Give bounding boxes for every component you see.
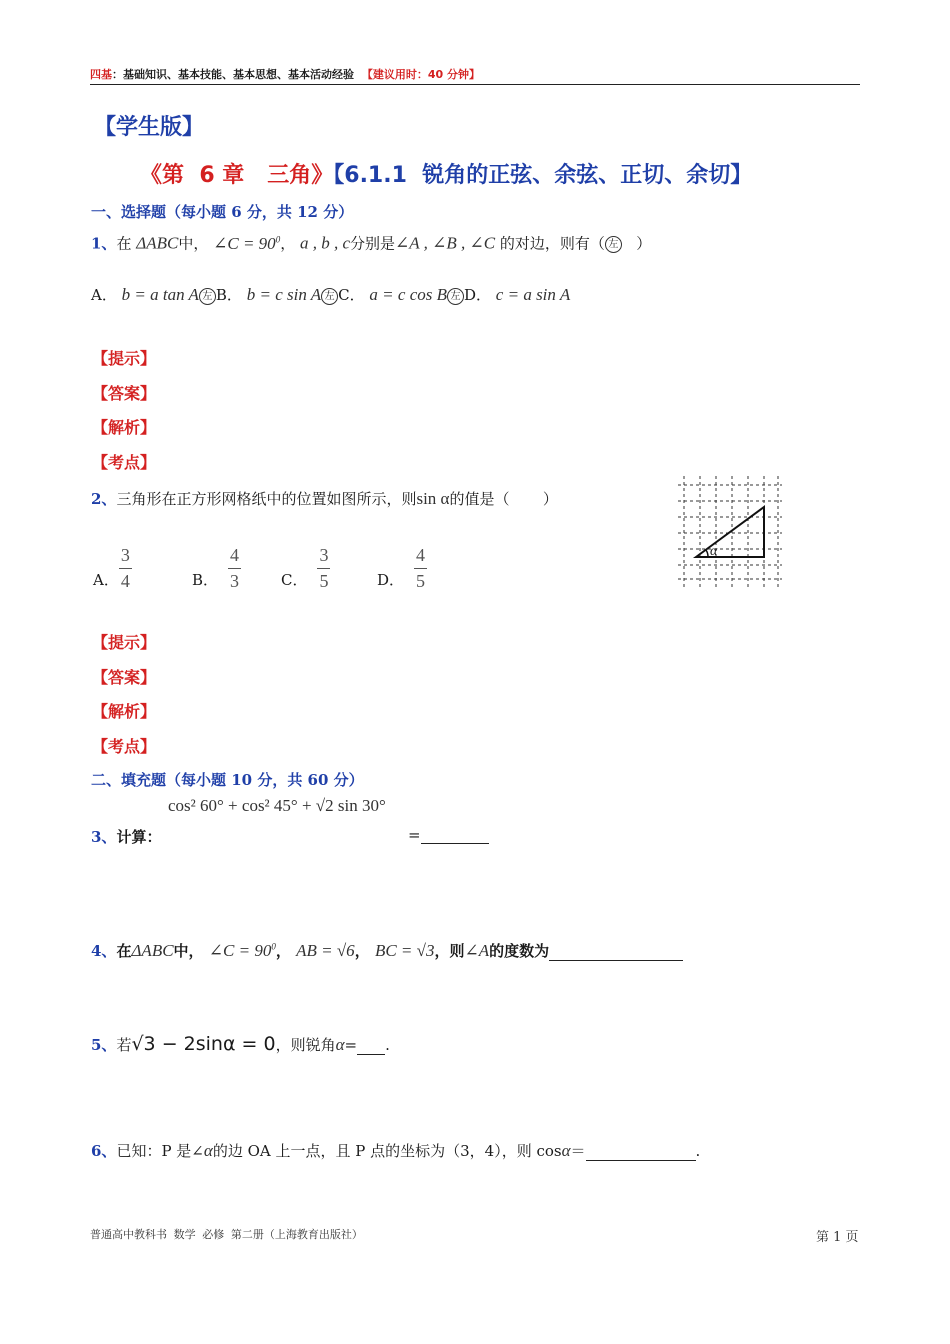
q1-option-c[interactable] — [338, 286, 464, 304]
chapter-title — [140, 158, 752, 189]
q1-math-angle-sup: 0 — [275, 234, 281, 244]
question-1 — [91, 228, 651, 255]
footer-left: 普通高中教科书 数学 必修 第二册（上海教育出版社） — [90, 1228, 363, 1241]
q1-option-b-math: b = c sin A — [246, 285, 322, 304]
header-suggest: 【建议用时：40 分钟】 — [361, 68, 480, 81]
header-text: ：基础知识、基本技能、基本思想、基本活动经验 — [112, 68, 354, 81]
header-rule — [90, 84, 860, 85]
chapter-title-blue: 【6.1.1 锐角的正弦、余弦、正切、余切】 — [333, 163, 753, 188]
chapter-title-red: 《第 6 章 三角》 — [140, 163, 334, 188]
page-header — [90, 66, 480, 82]
q1-text-5: 的对边，则有（ — [499, 234, 605, 253]
q2-option-a-num: 3 — [120, 545, 130, 565]
q4-math-angle-a: ∠A — [464, 941, 490, 960]
q2-option-c[interactable] — [281, 545, 330, 592]
q5-answer-blank[interactable] — [357, 1038, 385, 1055]
q2-option-b-fraction — [228, 545, 241, 592]
q2-option-d-fraction — [414, 545, 427, 592]
question-3 — [91, 826, 161, 847]
q1-option-a-mark: 左 — [199, 288, 216, 305]
q4-text-3: ， — [275, 942, 291, 960]
section-2-heading: 二、填充题（每小题 10 分，共 60 分） — [91, 771, 364, 789]
q2-option-b-den: 3 — [230, 571, 240, 591]
q5-expression: √3 − 2sinα = 0 — [131, 1033, 276, 1055]
q1-math-sides: a , b , c — [299, 233, 351, 253]
q1-math-triangle: ΔABC — [136, 233, 179, 253]
q1-option-b-label: B． — [215, 286, 242, 304]
q1-math-angle-text: ∠C = 90 — [213, 233, 276, 253]
q4-math-ab: AB = √6 — [296, 941, 355, 960]
q4-math-angle — [209, 941, 276, 960]
q2-option-b-num: 4 — [230, 545, 240, 565]
q2-option-b-label: B． — [192, 571, 219, 589]
q1-topic-tag: 【考点】 — [92, 453, 157, 472]
q1-options — [91, 284, 570, 305]
q6-math-alpha-1: α — [203, 1141, 213, 1160]
q6-equals: ＝ — [570, 1142, 586, 1160]
q5-math-alpha: α — [335, 1035, 345, 1054]
q2-option-c-label: C． — [281, 571, 308, 589]
q1-circle-mark: 左 — [605, 236, 622, 253]
q4-text-2: 中， — [173, 942, 204, 960]
q2-text-1: 三角形在正方形网格纸中的位置如图所示，则 — [116, 490, 417, 508]
q4-text-1: 在 — [116, 942, 132, 960]
q1-math-angle — [213, 234, 280, 253]
question-5 — [91, 1033, 390, 1055]
q1-option-d[interactable] — [464, 286, 570, 304]
q1-option-c-label: C． — [338, 286, 365, 304]
q1-hint-tag: 【提示】 — [92, 349, 157, 368]
q2-math-sin: sin α — [416, 489, 450, 508]
q6-answer-blank[interactable] — [586, 1144, 696, 1161]
q6-text-4: . — [695, 1142, 701, 1160]
header-prefix: 四基 — [90, 68, 112, 81]
q1-text-1: 在 — [116, 234, 132, 253]
q4-text-6: 的度数为 — [489, 942, 550, 960]
q1-text-4: 分别是 — [350, 234, 396, 253]
q5-text-4: . — [385, 1036, 390, 1054]
question-6 — [91, 1140, 700, 1161]
q6-text-1: 已知：P 是∠ — [116, 1142, 204, 1160]
q1-option-d-label: D． — [463, 286, 492, 304]
edition-label: 【学生版】 — [94, 115, 205, 140]
q4-math-angle-text: ∠C = 90 — [208, 941, 272, 960]
q4-text-4: ， — [354, 942, 370, 960]
q1-option-d-math: c = a sin A — [495, 285, 571, 304]
q2-option-b[interactable] — [192, 545, 241, 592]
q1-text-3: ， — [280, 234, 296, 253]
q2-hint-tag: 【提示】 — [92, 633, 157, 652]
q6-number: 6、 — [91, 1142, 117, 1160]
q2-option-d[interactable] — [377, 545, 427, 592]
q1-text-6: ） — [621, 234, 652, 253]
q2-option-c-num: 3 — [319, 545, 329, 565]
q2-answer-tag: 【答案】 — [92, 668, 157, 687]
section-1-heading: 一、选择题（每小题 6 分，共 12 分） — [91, 203, 354, 221]
q1-math-angles: ∠A , ∠B , ∠C — [395, 233, 496, 253]
q2-option-d-bar — [414, 568, 427, 569]
q2-option-c-den: 5 — [319, 571, 329, 591]
q2-option-d-label: D． — [377, 571, 405, 589]
q2-grid-figure — [678, 476, 782, 588]
q1-analysis-tag: 【解析】 — [92, 418, 157, 437]
question-4 — [91, 940, 683, 961]
q1-answer-tag: 【答案】 — [92, 384, 157, 403]
q1-text-2: 中， — [178, 234, 209, 253]
q2-option-a-label: A． — [93, 571, 119, 589]
q4-math-angle-sup: 0 — [271, 941, 276, 952]
q4-math-bc: BC = √3 — [374, 941, 435, 960]
q1-option-c-mark: 左 — [447, 288, 464, 305]
q4-math-triangle: ΔABC — [131, 941, 174, 960]
footer-page-number: 第 1 页 — [816, 1230, 859, 1245]
q2-option-a-bar — [119, 568, 132, 569]
q1-option-b[interactable] — [216, 286, 338, 304]
q2-option-d-num: 4 — [416, 545, 426, 565]
q2-option-c-bar — [317, 568, 330, 569]
q2-number: 2、 — [91, 490, 117, 508]
q4-text-5: ，则 — [434, 942, 465, 960]
q2-text-2: 的值是（ ） — [449, 490, 558, 508]
q2-option-d-den: 5 — [416, 571, 426, 591]
q5-text-1: 若 — [116, 1036, 132, 1054]
q5-text-2: ，则锐角 — [275, 1036, 336, 1054]
q1-option-c-math: a = c cos B — [369, 285, 447, 304]
q2-topic-tag: 【考点】 — [92, 737, 157, 756]
q2-analysis-tag: 【解析】 — [92, 702, 157, 721]
q3-equals: = — [408, 826, 421, 844]
q3-expression: cos² 60° + cos² 45° + √2 sin 30° — [168, 796, 386, 815]
q1-number: 1、 — [91, 234, 117, 253]
q3-answer-blank[interactable] — [421, 827, 489, 844]
q1-option-a-math: b = a tan A — [121, 285, 199, 304]
q4-number: 4、 — [91, 942, 117, 960]
q2-option-c-fraction — [317, 545, 330, 592]
q2-option-a-den: 4 — [120, 571, 130, 591]
q1-option-b-mark: 左 — [321, 288, 338, 305]
q6-math-alpha-2: α — [561, 1141, 571, 1160]
q5-number: 5、 — [91, 1036, 117, 1054]
q1-option-a[interactable] — [91, 286, 216, 304]
q6-text-2: 的边 OA 上一点，且 P 点的坐标为（3，4），则 cos — [212, 1142, 562, 1160]
q5-equals: = — [344, 1036, 358, 1054]
q3-answer — [408, 826, 489, 844]
q2-option-a-fraction — [119, 545, 132, 592]
q2-option-a[interactable] — [93, 545, 132, 592]
q3-label: 计算： — [116, 828, 162, 846]
q2-figure-alpha: α — [710, 544, 718, 559]
question-2 — [91, 488, 558, 509]
q2-option-b-bar — [228, 568, 241, 569]
q1-option-a-label: A． — [91, 286, 117, 304]
q3-number: 3、 — [91, 828, 117, 846]
q4-answer-blank[interactable] — [549, 944, 683, 961]
